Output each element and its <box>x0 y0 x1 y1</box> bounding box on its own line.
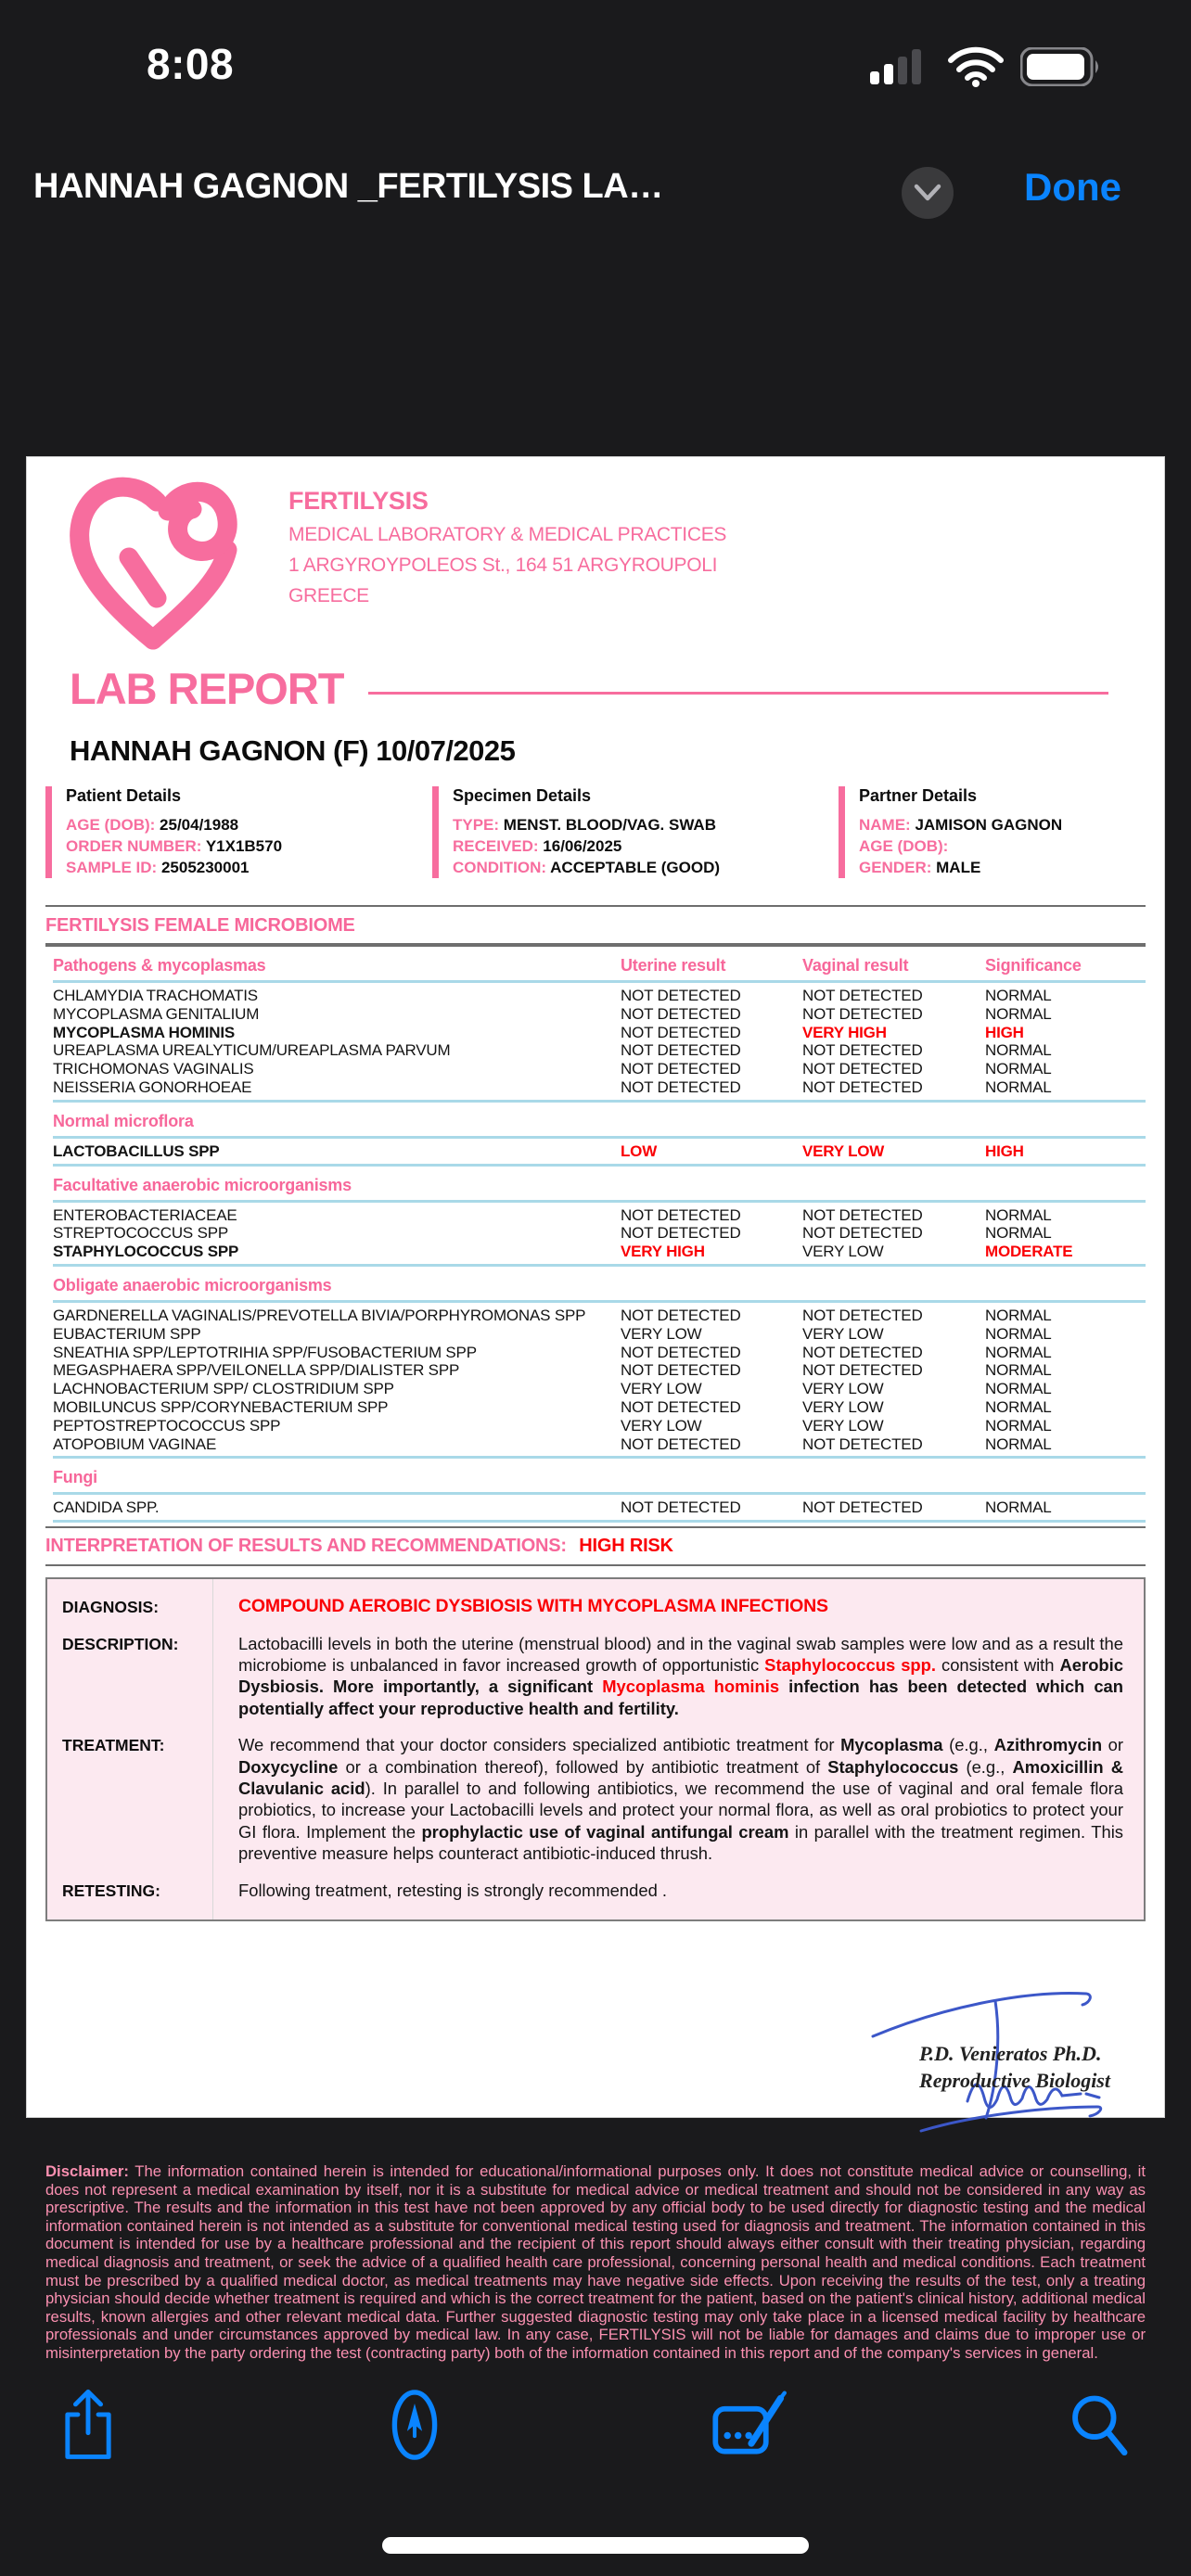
divider <box>45 1564 1146 1566</box>
assessment-row <box>62 1596 1123 1617</box>
organism-name: TRICHOMONAS VAGINALIS <box>53 1060 254 1078</box>
organism-name: ENTEROBACTERIACEAE <box>53 1205 237 1224</box>
table-row <box>53 1398 1146 1417</box>
signature-block <box>27 1983 1164 2131</box>
details-field <box>453 857 826 878</box>
vaginal-result: VERY LOW <box>802 1380 884 1398</box>
details-card <box>45 786 421 878</box>
field-value: MALE <box>936 859 981 876</box>
vaginal-result: VERY LOW <box>802 1141 885 1160</box>
table-row <box>53 1498 1146 1517</box>
microbiome-table <box>53 955 1146 1523</box>
table-row <box>53 1041 1146 1060</box>
assessment-row <box>62 1633 1123 1720</box>
uterine-result: NOT DETECTED <box>621 1078 741 1096</box>
assessment-column-rule <box>212 1579 213 1919</box>
details-field <box>66 857 421 878</box>
uterine-result: NOT DETECTED <box>621 1498 741 1517</box>
section-name: Fungi <box>53 1468 97 1487</box>
table-divider <box>53 1264 1146 1267</box>
table-row <box>53 1243 1146 1261</box>
details-card-title: Specimen Details <box>453 786 592 805</box>
table-row <box>53 1307 1146 1325</box>
vaginal-result: NOT DETECTED <box>802 1078 923 1096</box>
field-value: 25/04/1988 <box>160 816 239 834</box>
field-value: Y1X1B570 <box>205 837 283 855</box>
vaginal-result: NOT DETECTED <box>802 1361 923 1380</box>
fill-and-sign-icon <box>711 2390 791 2460</box>
vaginal-result: NOT DETECTED <box>802 1435 923 1453</box>
significance-value: NORMAL <box>985 1416 1052 1435</box>
organism-name: LACHNOBACTERIUM SPP/ CLOSTRIDIUM SPP <box>53 1380 394 1398</box>
table-row <box>53 1024 1146 1042</box>
uterine-result: NOT DETECTED <box>621 1205 741 1224</box>
table-divider <box>53 1300 1146 1303</box>
field-value: 2505230001 <box>160 859 250 876</box>
uterine-result: NOT DETECTED <box>621 1060 741 1078</box>
table-divider <box>53 1100 1146 1103</box>
uterine-result: NOT DETECTED <box>621 987 741 1004</box>
brand-name: FERTILYSIS <box>288 487 429 515</box>
significance-value: NORMAL <box>985 1306 1052 1324</box>
significance-value: NORMAL <box>985 1324 1052 1343</box>
home-indicator[interactable] <box>382 2537 809 2554</box>
vaginal-result: NOT DETECTED <box>802 1060 923 1078</box>
patient-name-line: HANNAH GAGNON (F) 10/07/2025 <box>70 734 516 767</box>
vaginal-result: VERY LOW <box>802 1397 884 1416</box>
column-header-significance: Significance <box>985 956 1082 975</box>
signatory-name: P.D. Venieratos Ph.D. <box>919 2042 1102 2066</box>
vaginal-result: NOT DETECTED <box>802 1498 923 1517</box>
table-row <box>53 1060 1146 1078</box>
wifi-icon <box>947 46 1005 87</box>
uterine-result: LOW <box>621 1141 658 1160</box>
status-bar <box>0 26 1191 100</box>
organism-name: MYCOPLASMA HOMINIS <box>53 1023 235 1041</box>
risk-badge: HIGH RISK <box>579 1536 673 1557</box>
organism-name: STAPHYLOCOCCUS SPP <box>53 1243 239 1261</box>
uterine-result: NOT DETECTED <box>621 1041 741 1060</box>
vaginal-result: NOT DETECTED <box>802 1224 923 1243</box>
details-card-title: Patient Details <box>66 786 182 805</box>
table-divider <box>53 1136 1146 1139</box>
chevron-down-icon <box>914 184 941 202</box>
column-header-uterine: Uterine result <box>621 956 726 975</box>
organism-name: CHLAMYDIA TRACHOMATIS <box>53 987 258 1004</box>
table-section-header <box>53 1111 1146 1131</box>
assessment-label: RETESTING: <box>62 1881 160 1900</box>
section-name: Pathogens & mycoplasmas <box>53 956 266 975</box>
assessment-text: We recommend that your doctor considers specialized antibiotic treatment for Mycoplasma (e.g., Azithromycin or Doxycycline or a combination thereof), followed by antibiotic treatment of Staphylococcus (e.g., Amoxicillin & Clavulanic acid). In parallel to and following antibiotics, we recommend the use of vaginal and oral female flora probiotics, to increase your Lactobacilli levels and protect your normal flora, as well as oral probiotics to protect your GI flora. Implement the prophylactic use of vaginal antifungal cream in parallel with the treatment regimen. This preventive measure helps counteract antibiotic-induced thrush. <box>238 1735 1123 1864</box>
significance-value: NORMAL <box>985 987 1052 1004</box>
disclaimer <box>45 2162 1146 2363</box>
divider <box>45 905 1146 907</box>
vaginal-result: NOT DETECTED <box>802 987 923 1004</box>
significance-value: NORMAL <box>985 1498 1052 1517</box>
organism-name: SNEATHIA SPP/LEPTOTRIHIA SPP/FUSOBACTERIUM SPP <box>53 1343 477 1361</box>
details-field <box>66 835 421 857</box>
details-card-title: Partner Details <box>859 786 978 805</box>
vaginal-result: VERY HIGH <box>802 1023 887 1041</box>
vaginal-result: VERY LOW <box>802 1243 884 1261</box>
details-card <box>839 786 1149 878</box>
table-row <box>53 1361 1146 1380</box>
uterine-result: VERY LOW <box>621 1380 702 1398</box>
significance-value: NORMAL <box>985 1060 1052 1078</box>
report-title: LAB REPORT <box>70 664 344 713</box>
done-button[interactable]: Done <box>1024 165 1121 209</box>
field-value: 16/06/2025 <box>543 837 622 855</box>
vaginal-result: VERY LOW <box>802 1416 884 1435</box>
significance-value: NORMAL <box>985 1041 1052 1060</box>
significance-value: NORMAL <box>985 1435 1052 1453</box>
interpretation-heading <box>45 1536 1146 1557</box>
assessment-label: TREATMENT: <box>62 1736 165 1755</box>
uterine-result: NOT DETECTED <box>621 1004 741 1023</box>
details-field <box>859 814 1149 835</box>
significance-value: HIGH <box>985 1023 1024 1041</box>
significance-value: NORMAL <box>985 1078 1052 1096</box>
organism-name: MEGASPHAERA SPP/VEILONELLA SPP/DIALISTER SPP <box>53 1361 460 1380</box>
divider <box>45 1526 1146 1528</box>
table-section-header <box>53 1467 1146 1487</box>
significance-value: MODERATE <box>985 1243 1073 1261</box>
field-label: NAME: <box>859 816 916 834</box>
document-title: HANNAH GAGNON _FERTILYSIS LA… <box>33 167 663 206</box>
nav-bar <box>0 165 1191 224</box>
uterine-result: VERY LOW <box>621 1324 702 1343</box>
bottom-toolbar <box>0 2374 1191 2476</box>
table-section-header <box>53 1275 1146 1295</box>
table-divider <box>53 1164 1146 1167</box>
cellular-signal-icon <box>870 47 931 86</box>
uterine-result: NOT DETECTED <box>621 1343 741 1361</box>
field-label: SAMPLE ID: <box>66 859 161 876</box>
interpretation-label: INTERPRETATION OF RESULTS AND RECOMMENDATIONS: <box>45 1536 567 1557</box>
organism-name: ATOPOBIUM VAGINAE <box>53 1435 217 1453</box>
organism-name: EUBACTERIUM SPP <box>53 1324 201 1343</box>
report-letterhead <box>27 457 1164 654</box>
assessment-label: DESCRIPTION: <box>62 1634 179 1653</box>
organism-name: STREPTOCOCCUS SPP <box>53 1224 228 1243</box>
field-value: ACCEPTABLE (GOOD) <box>550 859 721 876</box>
share-icon <box>58 2387 118 2463</box>
disclaimer-text: The information contained herein is intended for educational/informational purposes only. It does not constitute medical advice or counselling, it does not represent a medical examination by itself, nor it is a substitute for medical advice or medical treatment and should not be considered in any way as prescriptive. The results and the information in this test have not been approved by any official body to be used directly for diagnostic testing and the medical information contained herein is not intended as a substitute for conventional medical testing used for diagnosis and treatment. The information contained in this document is intended for use by a healthcare professional and the recipient of this report should always either consult with their treating physician, regarding medical diagnosis and treatment, or seek the advice of a qualified health care professional, concerning personal health and medical conditions. Each treatment must be prescribed by a qualified medical doctor, as medical treatments may have negative side effects. Upon receiving the results of the test, only a treating physician should decide whether treatment is required and which is the correct treatment for the patient, based on the patient's clinical history, additional medical results, known allergies and other relevant medical data. Further suggested diagnostic testing may only take place in a licensed medical facility by healthcare professionals and under circumstances approved by medical law. In any case, FERTILYSIS will not be liable for damages and claims due to improper use or misinterpretation by the party ordering the test (contracting party) both of the information contained in this report and of the company's services in general. <box>45 2162 1146 2362</box>
title-menu-button[interactable] <box>902 167 954 219</box>
uterine-result: NOT DETECTED <box>621 1435 741 1453</box>
details-field <box>453 835 826 857</box>
details-card <box>432 786 826 878</box>
search-button[interactable] <box>1048 2374 1150 2476</box>
table-row <box>53 1224 1146 1243</box>
significance-value: NORMAL <box>985 1380 1052 1398</box>
field-label: ORDER NUMBER: <box>66 837 206 855</box>
table-row <box>53 1380 1146 1398</box>
significance-value: NORMAL <box>985 1397 1052 1416</box>
fertilysis-heart-logo-icon <box>68 472 240 654</box>
divider <box>45 943 1146 947</box>
brand-subtitle: MEDICAL LABORATORY & MEDICAL PRACTICES <box>288 524 727 545</box>
vaginal-result: VERY LOW <box>802 1324 884 1343</box>
uterine-result: NOT DETECTED <box>621 1306 741 1324</box>
signatory-title: Reproductive Biologist <box>919 2069 1110 2093</box>
details-field <box>859 835 1149 857</box>
assessment-box <box>45 1577 1146 1921</box>
field-value: JAMISON GAGNON <box>915 816 1063 834</box>
sign-button[interactable] <box>700 2374 802 2476</box>
organism-name: NEISSERIA GONORHOEAE <box>53 1078 252 1096</box>
organism-name: LACTOBACILLUS SPP <box>53 1141 220 1160</box>
details-row <box>27 786 1164 905</box>
organism-name: PEPTOSTREPTOCOCCUS SPP <box>53 1416 281 1435</box>
markup-button[interactable] <box>364 2374 466 2476</box>
table-divider <box>53 1456 1146 1459</box>
microbiome-section-title: FERTILYSIS FEMALE MICROBIOME <box>45 915 355 936</box>
vaginal-result: NOT DETECTED <box>802 1041 923 1060</box>
organism-name: MYCOPLASMA GENITALIUM <box>53 1004 260 1023</box>
table-row <box>53 1206 1146 1225</box>
table-row <box>53 1417 1146 1435</box>
table-row <box>53 1435 1146 1454</box>
details-field <box>859 857 1149 878</box>
organism-name: UREAPLASMA UREALYTICUM/UREAPLASMA PARVUM <box>53 1041 451 1060</box>
column-header-vaginal: Vaginal result <box>802 956 909 975</box>
field-label: RECEIVED: <box>453 837 544 855</box>
section-name: Normal microflora <box>53 1111 194 1130</box>
assessment-label: DIAGNOSIS: <box>62 1598 160 1617</box>
significance-value: NORMAL <box>985 1343 1052 1361</box>
organism-name: GARDNERELLA VAGINALIS/PREVOTELLA BIVIA/PORPHYROMONAS SPP <box>53 1306 586 1324</box>
significance-value: NORMAL <box>985 1224 1052 1243</box>
uterine-result: VERY LOW <box>621 1416 702 1435</box>
table-row <box>53 1325 1146 1344</box>
share-button[interactable] <box>37 2374 139 2476</box>
assessment-text: Lactobacilli levels in both the uterine (menstrual blood) and in the vaginal swab samples were low and as a result the microbiome is unbalanced in favor increased growth of opportunistic Staphylococcus spp. consistent with Aerobic Dysbiosis. More importantly, a significant Mycoplasma hominis infection has been detected which can potentially affect your reproductive health and fertility. <box>238 1633 1124 1718</box>
field-label: GENDER: <box>859 859 937 876</box>
table-row <box>53 1005 1146 1024</box>
uterine-result: NOT DETECTED <box>621 1361 741 1380</box>
assessment-row <box>62 1880 1123 1901</box>
markup-pen-icon <box>390 2388 440 2462</box>
battery-icon <box>1020 47 1102 86</box>
table-row <box>53 987 1146 1005</box>
uterine-result: NOT DETECTED <box>621 1224 741 1243</box>
table-divider <box>53 1200 1146 1203</box>
vaginal-result: NOT DETECTED <box>802 1205 923 1224</box>
details-field <box>66 814 421 835</box>
brand-address: 1 ARGYROYPOLEOS St., 164 51 ARGYROUPOLI <box>288 555 718 576</box>
significance-value: NORMAL <box>985 1361 1052 1380</box>
table-divider <box>53 980 1146 983</box>
table-row <box>53 1142 1146 1161</box>
vaginal-result: NOT DETECTED <box>802 1343 923 1361</box>
table-section-header <box>53 1175 1146 1195</box>
field-label: AGE (DOB): <box>66 816 160 834</box>
uterine-result: NOT DETECTED <box>621 1397 741 1416</box>
title-rule <box>368 692 1109 695</box>
table-row <box>53 1078 1146 1097</box>
table-row <box>53 1344 1146 1362</box>
table-section-header <box>53 955 1146 976</box>
field-value: MENST. BLOOD/VAG. SWAB <box>503 816 716 834</box>
disclaimer-label: Disclaimer: <box>45 2162 129 2181</box>
vaginal-result: NOT DETECTED <box>802 1004 923 1023</box>
significance-value: NORMAL <box>985 1004 1052 1023</box>
brand-country: GREECE <box>288 585 369 606</box>
assessment-text: COMPOUND AEROBIC DYSBIOSIS WITH MYCOPLASMA INFECTIONS <box>238 1596 828 1617</box>
table-divider <box>53 1520 1146 1523</box>
vaginal-result: NOT DETECTED <box>802 1306 923 1324</box>
field-label: TYPE: <box>453 816 504 834</box>
section-name: Obligate anaerobic microorganisms <box>53 1275 332 1294</box>
lab-report-page[interactable] <box>26 456 1165 2362</box>
significance-value: NORMAL <box>985 1205 1052 1224</box>
significance-value: HIGH <box>985 1141 1024 1160</box>
table-divider <box>53 1492 1146 1495</box>
clock: 8:08 <box>147 40 235 88</box>
details-field <box>453 814 826 835</box>
uterine-result: VERY HIGH <box>621 1243 705 1261</box>
organism-name: MOBILUNCUS SPP/CORYNEBACTERIUM SPP <box>53 1397 389 1416</box>
search-icon <box>1069 2392 1130 2457</box>
uterine-result: NOT DETECTED <box>621 1023 741 1041</box>
field-label: CONDITION: <box>453 859 551 876</box>
section-name: Facultative anaerobic microorganisms <box>53 1175 352 1194</box>
assessment-row <box>62 1734 1123 1864</box>
field-label: AGE (DOB): <box>859 837 949 855</box>
organism-name: CANDIDA SPP. <box>53 1498 160 1517</box>
assessment-text: Following treatment, retesting is strongly recommended . <box>238 1880 668 1900</box>
